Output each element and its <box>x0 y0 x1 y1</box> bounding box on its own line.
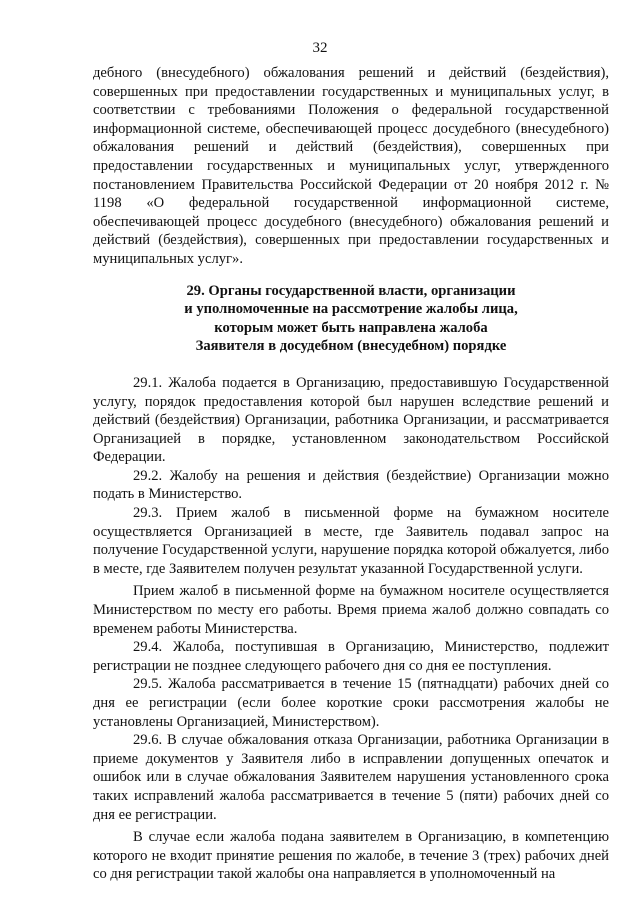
document-body <box>93 64 609 884</box>
section-heading-line: Заявителя в досудебном (внесудебном) порядке <box>195 338 507 355</box>
paragraph-29-5: 29.5. Жалоба рассматривается в течение 15 (пятнадцати) рабочих дней со дня ее регистрации (если более короткие сроки рассмотрения жалобы не установлены Организацией, Министерством). <box>93 676 609 730</box>
paragraph-29-4: 29.4. Жалоба, поступившая в Организацию, Министерство, подлежит регистрации не позднее следующего рабочего дня со дня ее поступления. <box>93 639 609 674</box>
paragraph-29-6-continued: В случае если жалоба подана заявителем в Организацию, в компетенцию которого не входит принятие решения по жалобе, в течение 3 (трех) рабочих дней со дня регистрации такой жалобы она направляется в уполномоченный на <box>93 829 609 883</box>
paragraph-29-1: 29.1. Жалоба подается в Организацию, предоставившую Государственной услугу, порядок предоставления которой был нарушен вследствие решений и действий (бездействия) Организации, работника Организации, и рассматривается Организацией в порядке, установленном законодательством Российской Федерации. <box>93 374 609 466</box>
intro-paragraph: дебного (внесудебного) обжалования решений и действий (бездействия), совершенных при предоставлении государственных и муниципальных услуг, в соответствии с требованиями Положения о федеральной государственной информационной системе, обеспечивающей процесс досудебного (внесудебного) обжалования решений и действий (бездействия), совершенных при предоставлении государственных и муниципальных услуг, утвержденного постановлением Правительства Российской Федерации от 20 ноября 2012 г. № 1198 «О федеральной государственной информационной системе, обеспечивающей процесс досудебного (внесудебного) обжалования решений и действий (бездействия), совершенных при предоставлении государственных и муниципальных услуг». <box>93 65 609 267</box>
section-heading-line: 29. Органы государственной власти, организации <box>186 282 516 299</box>
section-heading <box>93 282 609 356</box>
section-heading-line: и уполномоченные на рассмотрение жалобы лица, <box>184 301 518 318</box>
section-heading-line: которым может быть направлена жалоба <box>214 319 488 336</box>
paragraph-29-2: 29.2. Жалобу на решения и действия (бездействие) Организации можно подать в Министерство. <box>93 467 609 503</box>
paragraph-29-6: 29.6. В случае обжалования отказа Организации, работника Организации в приеме документов у Заявителя либо в исправлении допущенных опечаток и ошибок или в случае обжалования Заявителем нарушения установленного срока таких исправлений жалоба рассматривается в течение 5 (пяти) рабочих дней со дня ее регистрации. <box>93 732 609 823</box>
paragraph-29-3-continued: Прием жалоб в письменной форме на бумажном носителе осуществляется Министерством по месту его работы. Время приема жалоб должно совпадать со временем работы Министерства. <box>93 583 609 637</box>
page-number: 32 <box>312 40 328 56</box>
paragraph-29-3: 29.3. Прием жалоб в письменной форме на бумажном носителе осуществляется Организацией в месте, где Заявитель подавал запрос на получение Государственной услуги, нарушение порядка которой обжалуется, либо в месте, где Заявителем получен результат указанной Государственной услуги. <box>93 505 609 577</box>
